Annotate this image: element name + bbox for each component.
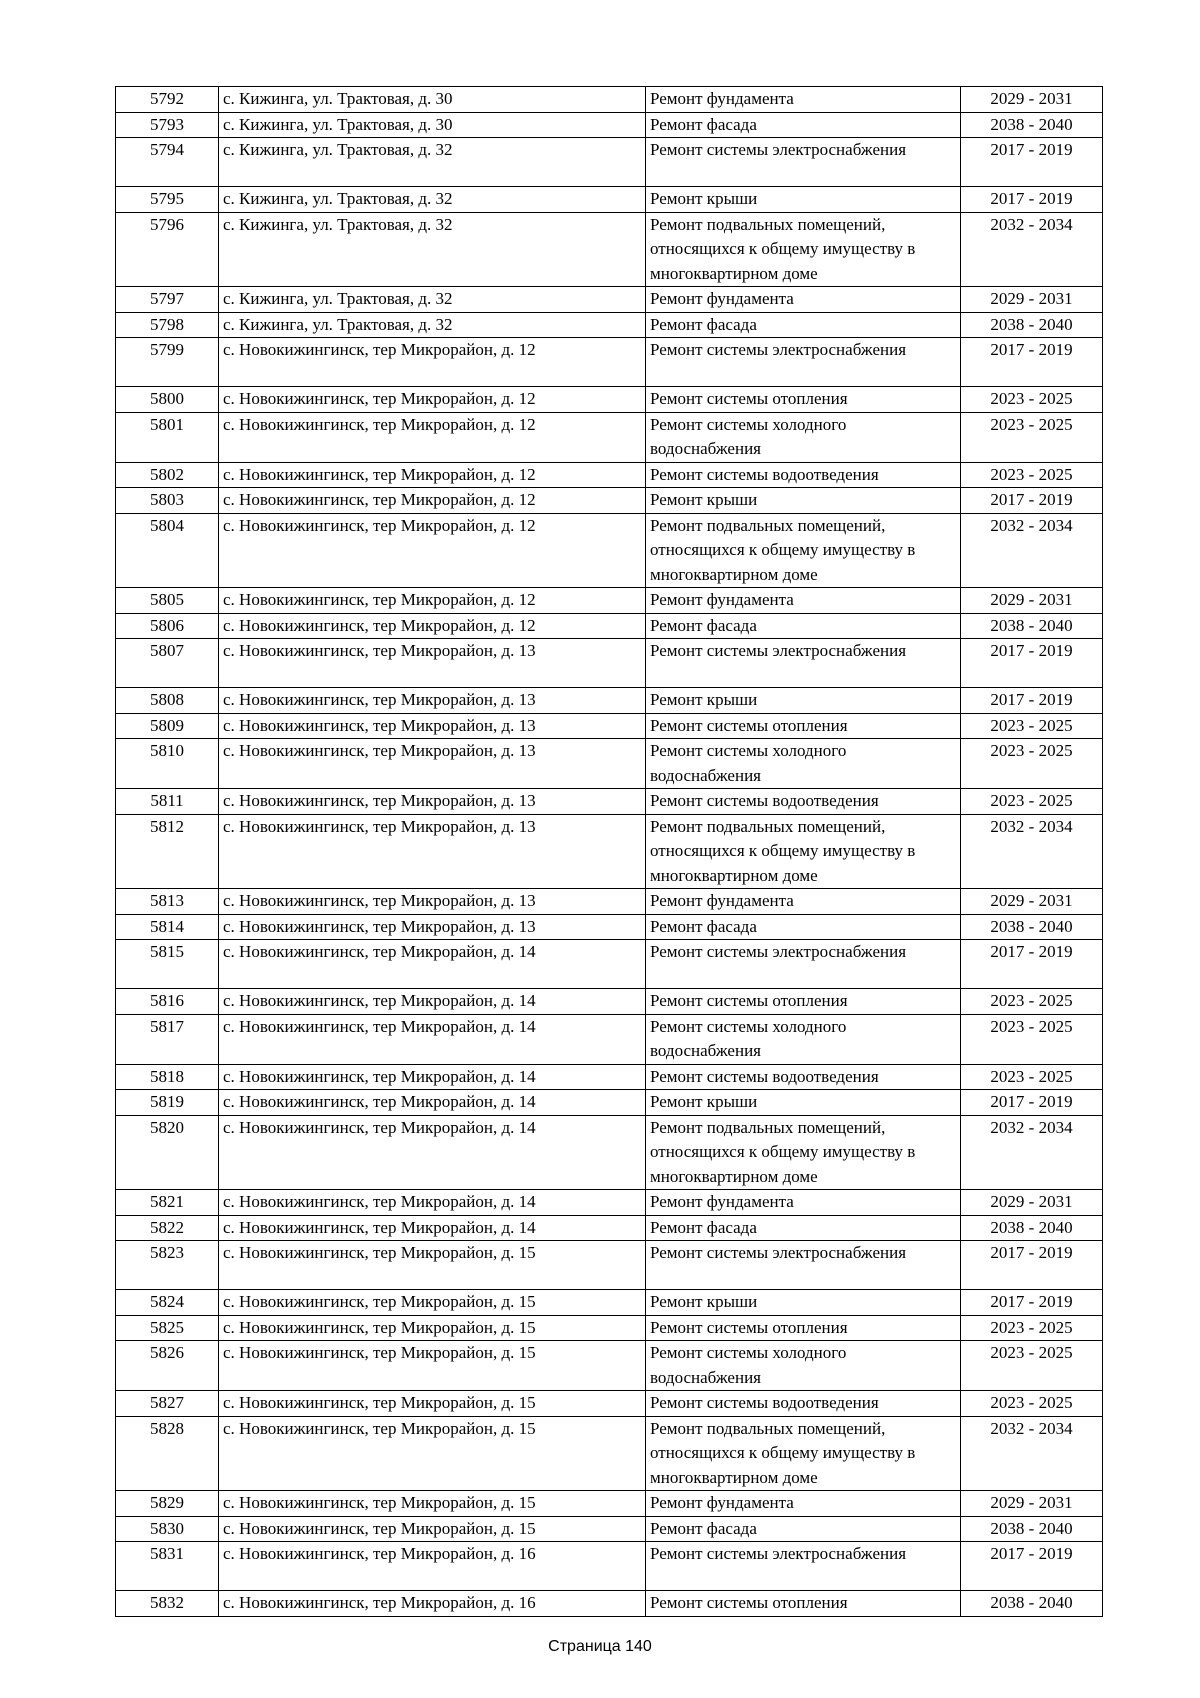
table-row <box>116 1115 1103 1190</box>
row-number-cell: 5811 <box>116 789 219 815</box>
table-row <box>116 1290 1103 1316</box>
work-type-cell: Ремонт системы электроснабжения <box>646 1241 961 1290</box>
period-cell: 2023 - 2025 <box>961 713 1103 739</box>
period-cell: 2029 - 2031 <box>961 1190 1103 1216</box>
table-row <box>116 1591 1103 1617</box>
address-cell: с. Новокижингинск, тер Микрорайон, д. 14 <box>219 1115 646 1190</box>
period-cell: 2017 - 2019 <box>961 187 1103 213</box>
period-cell: 2023 - 2025 <box>961 739 1103 789</box>
work-type-cell: Ремонт системы холодного водоснабжения <box>646 412 961 462</box>
row-number-cell: 5812 <box>116 814 219 889</box>
work-type-cell: Ремонт системы водоотведения <box>646 1064 961 1090</box>
work-type-cell: Ремонт системы отопления <box>646 1315 961 1341</box>
work-type-cell: Ремонт подвальных помещений, относящихся к общему имуществу в многоквартирном доме <box>646 814 961 889</box>
table-row <box>116 1341 1103 1391</box>
period-cell: 2023 - 2025 <box>961 1341 1103 1391</box>
address-cell: с. Новокижингинск, тер Микрорайон, д. 12 <box>219 338 646 387</box>
row-number-cell: 5794 <box>116 138 219 187</box>
period-cell: 2038 - 2040 <box>961 1516 1103 1542</box>
period-cell: 2017 - 2019 <box>961 1090 1103 1116</box>
period-cell: 2023 - 2025 <box>961 387 1103 413</box>
address-cell: с. Новокижингинск, тер Микрорайон, д. 13 <box>219 814 646 889</box>
table-row <box>116 1542 1103 1591</box>
address-cell: с. Новокижингинск, тер Микрорайон, д. 15 <box>219 1241 646 1290</box>
table-row <box>116 1391 1103 1417</box>
row-number-cell: 5802 <box>116 462 219 488</box>
address-cell: с. Новокижингинск, тер Микрорайон, д. 12 <box>219 412 646 462</box>
row-number-cell: 5793 <box>116 112 219 138</box>
period-cell: 2017 - 2019 <box>961 639 1103 688</box>
repair-schedule-table <box>115 86 1103 1617</box>
period-cell: 2017 - 2019 <box>961 1241 1103 1290</box>
work-type-cell: Ремонт фундамента <box>646 287 961 313</box>
table-row <box>116 1491 1103 1517</box>
table-row <box>116 1014 1103 1064</box>
address-cell: с. Кижинга, ул. Трактовая, д. 30 <box>219 87 646 113</box>
address-cell: с. Кижинга, ул. Трактовая, д. 30 <box>219 112 646 138</box>
address-cell: с. Новокижингинск, тер Микрорайон, д. 14 <box>219 989 646 1015</box>
address-cell: с. Новокижингинск, тер Микрорайон, д. 15 <box>219 1315 646 1341</box>
period-cell: 2017 - 2019 <box>961 138 1103 187</box>
table-row <box>116 814 1103 889</box>
row-number-cell: 5826 <box>116 1341 219 1391</box>
address-cell: с. Новокижингинск, тер Микрорайон, д. 12 <box>219 488 646 514</box>
period-cell: 2038 - 2040 <box>961 914 1103 940</box>
table-row <box>116 338 1103 387</box>
period-cell: 2023 - 2025 <box>961 1315 1103 1341</box>
row-number-cell: 5808 <box>116 688 219 714</box>
work-type-cell: Ремонт системы холодного водоснабжения <box>646 1014 961 1064</box>
address-cell: с. Новокижингинск, тер Микрорайон, д. 14 <box>219 1064 646 1090</box>
table-row <box>116 513 1103 588</box>
work-type-cell: Ремонт системы электроснабжения <box>646 1542 961 1591</box>
period-cell: 2017 - 2019 <box>961 488 1103 514</box>
address-cell: с. Кижинга, ул. Трактовая, д. 32 <box>219 312 646 338</box>
address-cell: с. Новокижингинск, тер Микрорайон, д. 14 <box>219 1014 646 1064</box>
work-type-cell: Ремонт крыши <box>646 1290 961 1316</box>
row-number-cell: 5816 <box>116 989 219 1015</box>
row-number-cell: 5818 <box>116 1064 219 1090</box>
row-number-cell: 5805 <box>116 588 219 614</box>
row-number-cell: 5809 <box>116 713 219 739</box>
row-number-cell: 5795 <box>116 187 219 213</box>
table-row <box>116 613 1103 639</box>
table-row <box>116 287 1103 313</box>
work-type-cell: Ремонт системы отопления <box>646 1591 961 1617</box>
period-cell: 2017 - 2019 <box>961 940 1103 989</box>
row-number-cell: 5799 <box>116 338 219 387</box>
period-cell: 2032 - 2034 <box>961 212 1103 287</box>
work-type-cell: Ремонт фундамента <box>646 588 961 614</box>
address-cell: с. Новокижингинск, тер Микрорайон, д. 16 <box>219 1591 646 1617</box>
work-type-cell: Ремонт фундамента <box>646 1491 961 1517</box>
work-type-cell: Ремонт фасада <box>646 613 961 639</box>
work-type-cell: Ремонт крыши <box>646 488 961 514</box>
row-number-cell: 5800 <box>116 387 219 413</box>
address-cell: с. Новокижингинск, тер Микрорайон, д. 15 <box>219 1416 646 1491</box>
work-type-cell: Ремонт подвальных помещений, относящихся к общему имуществу в многоквартирном доме <box>646 1115 961 1190</box>
period-cell: 2017 - 2019 <box>961 688 1103 714</box>
row-number-cell: 5810 <box>116 739 219 789</box>
row-number-cell: 5832 <box>116 1591 219 1617</box>
row-number-cell: 5796 <box>116 212 219 287</box>
work-type-cell: Ремонт системы электроснабжения <box>646 338 961 387</box>
period-cell: 2032 - 2034 <box>961 1416 1103 1491</box>
address-cell: с. Новокижингинск, тер Микрорайон, д. 15 <box>219 1341 646 1391</box>
work-type-cell: Ремонт фасада <box>646 1516 961 1542</box>
table-body <box>116 87 1103 1617</box>
table-row <box>116 212 1103 287</box>
table-row <box>116 112 1103 138</box>
row-number-cell: 5819 <box>116 1090 219 1116</box>
table-row <box>116 1064 1103 1090</box>
address-cell: с. Кижинга, ул. Трактовая, д. 32 <box>219 287 646 313</box>
row-number-cell: 5824 <box>116 1290 219 1316</box>
work-type-cell: Ремонт системы электроснабжения <box>646 639 961 688</box>
table-row <box>116 940 1103 989</box>
work-type-cell: Ремонт подвальных помещений, относящихся к общему имуществу в многоквартирном доме <box>646 1416 961 1491</box>
table-row <box>116 889 1103 915</box>
table-row <box>116 412 1103 462</box>
address-cell: с. Кижинга, ул. Трактовая, д. 32 <box>219 212 646 287</box>
period-cell: 2038 - 2040 <box>961 613 1103 639</box>
table-row <box>116 1241 1103 1290</box>
work-type-cell: Ремонт фундамента <box>646 87 961 113</box>
table-row <box>116 639 1103 688</box>
table-row <box>116 789 1103 815</box>
table-row <box>116 387 1103 413</box>
work-type-cell: Ремонт крыши <box>646 1090 961 1116</box>
period-cell: 2017 - 2019 <box>961 1542 1103 1591</box>
work-type-cell: Ремонт системы отопления <box>646 387 961 413</box>
row-number-cell: 5806 <box>116 613 219 639</box>
work-type-cell: Ремонт системы отопления <box>646 713 961 739</box>
address-cell: с. Новокижингинск, тер Микрорайон, д. 12 <box>219 513 646 588</box>
row-number-cell: 5803 <box>116 488 219 514</box>
work-type-cell: Ремонт системы водоотведения <box>646 789 961 815</box>
address-cell: с. Новокижингинск, тер Микрорайон, д. 15 <box>219 1290 646 1316</box>
table-row <box>116 1516 1103 1542</box>
row-number-cell: 5817 <box>116 1014 219 1064</box>
period-cell: 2023 - 2025 <box>961 989 1103 1015</box>
period-cell: 2023 - 2025 <box>961 789 1103 815</box>
work-type-cell: Ремонт системы электроснабжения <box>646 940 961 989</box>
work-type-cell: Ремонт крыши <box>646 688 961 714</box>
period-cell: 2017 - 2019 <box>961 338 1103 387</box>
period-cell: 2038 - 2040 <box>961 312 1103 338</box>
row-number-cell: 5823 <box>116 1241 219 1290</box>
work-type-cell: Ремонт крыши <box>646 187 961 213</box>
address-cell: с. Новокижингинск, тер Микрорайон, д. 13 <box>219 914 646 940</box>
address-cell: с. Новокижингинск, тер Микрорайон, д. 13 <box>219 789 646 815</box>
table-row <box>116 1215 1103 1241</box>
table-row <box>116 462 1103 488</box>
period-cell: 2023 - 2025 <box>961 1064 1103 1090</box>
period-cell: 2029 - 2031 <box>961 1491 1103 1517</box>
address-cell: с. Новокижингинск, тер Микрорайон, д. 12 <box>219 613 646 639</box>
row-number-cell: 5828 <box>116 1416 219 1491</box>
work-type-cell: Ремонт подвальных помещений, относящихся к общему имуществу в многоквартирном доме <box>646 212 961 287</box>
row-number-cell: 5831 <box>116 1542 219 1591</box>
address-cell: с. Новокижингинск, тер Микрорайон, д. 12 <box>219 462 646 488</box>
row-number-cell: 5821 <box>116 1190 219 1216</box>
row-number-cell: 5825 <box>116 1315 219 1341</box>
row-number-cell: 5820 <box>116 1115 219 1190</box>
address-cell: с. Новокижингинск, тер Микрорайон, д. 16 <box>219 1542 646 1591</box>
table-row <box>116 739 1103 789</box>
table-row <box>116 87 1103 113</box>
table-row <box>116 138 1103 187</box>
address-cell: с. Новокижингинск, тер Микрорайон, д. 12 <box>219 387 646 413</box>
table-row <box>116 488 1103 514</box>
work-type-cell: Ремонт фасада <box>646 112 961 138</box>
table-row <box>116 312 1103 338</box>
period-cell: 2029 - 2031 <box>961 889 1103 915</box>
period-cell: 2038 - 2040 <box>961 1215 1103 1241</box>
period-cell: 2032 - 2034 <box>961 1115 1103 1190</box>
address-cell: с. Новокижингинск, тер Микрорайон, д. 13 <box>219 713 646 739</box>
work-type-cell: Ремонт системы водоотведения <box>646 1391 961 1417</box>
period-cell: 2029 - 2031 <box>961 287 1103 313</box>
work-type-cell: Ремонт системы водоотведения <box>646 462 961 488</box>
page-number: Страница 140 <box>548 1638 652 1655</box>
address-cell: с. Новокижингинск, тер Микрорайон, д. 14 <box>219 1190 646 1216</box>
table-row <box>116 989 1103 1015</box>
address-cell: с. Новокижингинск, тер Микрорайон, д. 13 <box>219 739 646 789</box>
work-type-cell: Ремонт фасада <box>646 914 961 940</box>
work-type-cell: Ремонт фасада <box>646 1215 961 1241</box>
row-number-cell: 5814 <box>116 914 219 940</box>
period-cell: 2038 - 2040 <box>961 112 1103 138</box>
period-cell: 2023 - 2025 <box>961 1014 1103 1064</box>
work-type-cell: Ремонт фундамента <box>646 889 961 915</box>
row-number-cell: 5798 <box>116 312 219 338</box>
address-cell: с. Новокижингинск, тер Микрорайон, д. 14 <box>219 1090 646 1116</box>
address-cell: с. Новокижингинск, тер Микрорайон, д. 15 <box>219 1516 646 1542</box>
row-number-cell: 5807 <box>116 639 219 688</box>
work-type-cell: Ремонт фундамента <box>646 1190 961 1216</box>
address-cell: с. Новокижингинск, тер Микрорайон, д. 13 <box>219 639 646 688</box>
address-cell: с. Кижинга, ул. Трактовая, д. 32 <box>219 187 646 213</box>
row-number-cell: 5804 <box>116 513 219 588</box>
row-number-cell: 5830 <box>116 1516 219 1542</box>
period-cell: 2029 - 2031 <box>961 588 1103 614</box>
document-page <box>115 86 1102 1617</box>
address-cell: с. Новокижингинск, тер Микрорайон, д. 15 <box>219 1491 646 1517</box>
row-number-cell: 5829 <box>116 1491 219 1517</box>
table-row <box>116 713 1103 739</box>
row-number-cell: 5822 <box>116 1215 219 1241</box>
row-number-cell: 5801 <box>116 412 219 462</box>
table-row <box>116 187 1103 213</box>
work-type-cell: Ремонт подвальных помещений, относящихся к общему имуществу в многоквартирном доме <box>646 513 961 588</box>
row-number-cell: 5827 <box>116 1391 219 1417</box>
address-cell: с. Кижинга, ул. Трактовая, д. 32 <box>219 138 646 187</box>
period-cell: 2029 - 2031 <box>961 87 1103 113</box>
period-cell: 2017 - 2019 <box>961 1290 1103 1316</box>
period-cell: 2038 - 2040 <box>961 1591 1103 1617</box>
address-cell: с. Новокижингинск, тер Микрорайон, д. 13 <box>219 688 646 714</box>
table-row <box>116 914 1103 940</box>
period-cell: 2023 - 2025 <box>961 412 1103 462</box>
row-number-cell: 5792 <box>116 87 219 113</box>
table-row <box>116 1315 1103 1341</box>
work-type-cell: Ремонт системы электроснабжения <box>646 138 961 187</box>
work-type-cell: Ремонт системы отопления <box>646 989 961 1015</box>
address-cell: с. Новокижингинск, тер Микрорайон, д. 14 <box>219 940 646 989</box>
period-cell: 2023 - 2025 <box>961 462 1103 488</box>
table-row <box>116 1090 1103 1116</box>
address-cell: с. Новокижингинск, тер Микрорайон, д. 12 <box>219 588 646 614</box>
table-row <box>116 1416 1103 1491</box>
period-cell: 2032 - 2034 <box>961 814 1103 889</box>
address-cell: с. Новокижингинск, тер Микрорайон, д. 14 <box>219 1215 646 1241</box>
address-cell: с. Новокижингинск, тер Микрорайон, д. 15 <box>219 1391 646 1417</box>
table-row <box>116 1190 1103 1216</box>
row-number-cell: 5813 <box>116 889 219 915</box>
work-type-cell: Ремонт фасада <box>646 312 961 338</box>
period-cell: 2032 - 2034 <box>961 513 1103 588</box>
address-cell: с. Новокижингинск, тер Микрорайон, д. 13 <box>219 889 646 915</box>
table-row <box>116 588 1103 614</box>
row-number-cell: 5815 <box>116 940 219 989</box>
period-cell: 2023 - 2025 <box>961 1391 1103 1417</box>
row-number-cell: 5797 <box>116 287 219 313</box>
work-type-cell: Ремонт системы холодного водоснабжения <box>646 1341 961 1391</box>
table-row <box>116 688 1103 714</box>
work-type-cell: Ремонт системы холодного водоснабжения <box>646 739 961 789</box>
